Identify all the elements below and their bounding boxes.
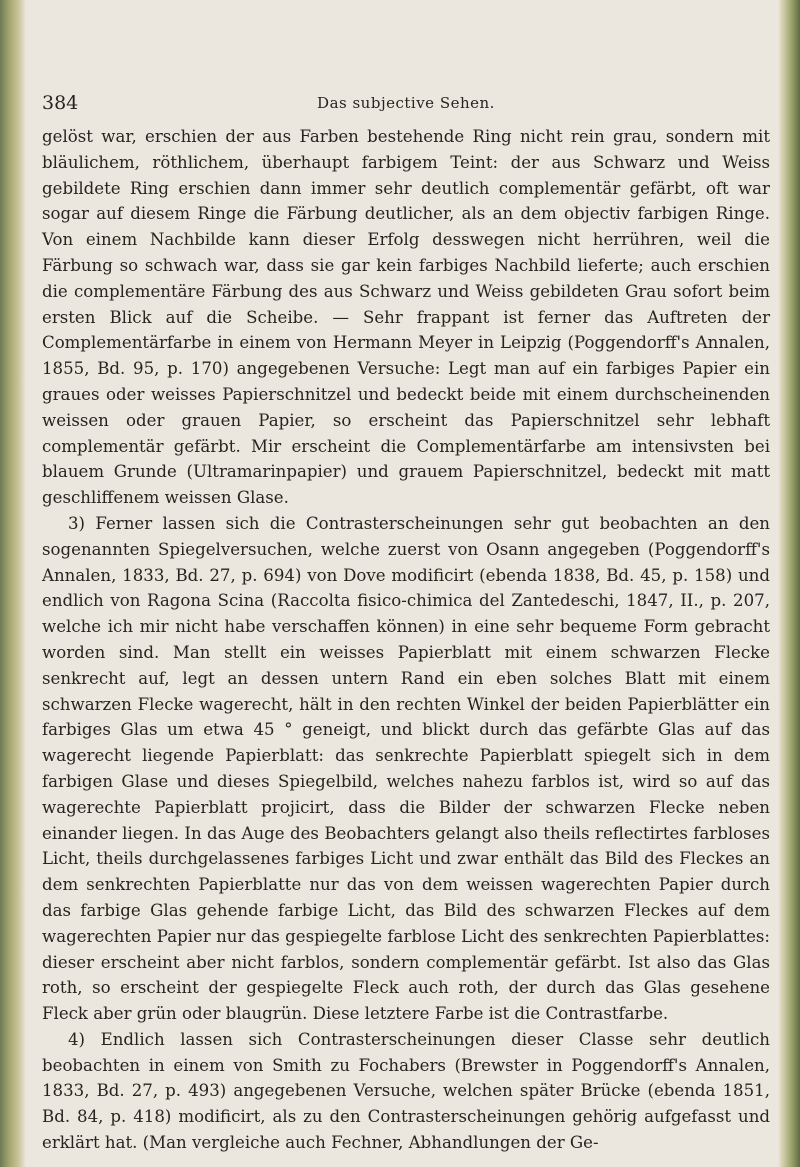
paragraph-continued: gelöst war, erschien der aus Farben bestehende Ring nicht rein grau, sondern mit bläulichem, röthlichem, überhaupt farbigem Teint: der aus Schwarz und Weiss gebildete Ring erschien dann immer sehr deutlich complementär gefärbt, oft war sogar auf diesem Ringe die Färbung deutlicher, als an dem objectiv farbigen Ringe. Von einem Nachbilde kann dieser Erfolg desswegen nicht herrühren, weil die Färbung so schwach war, dass sie gar kein farbiges Nachbild lieferte; auch erschien die complementäre Färbung des aus Schwarz und Weiss gebildeten Grau sofort beim ersten Blick auf die Scheibe. — Sehr frappant ist ferner das Auftreten der Complementärfarbe in einem von Hermann Meyer in Leipzig (Poggendorff's Annalen, 1855, Bd. 95, p. 170) angegebenen Versuche: Legt man auf ein farbiges Papier ein graues oder weisses Papierschnitzel und bedeckt beide mit einem durchscheinenden weissen oder grauen Papier, so erscheint das Papierschnitzel sehr lebhaft complementär gefärbt. Mir erscheint die Complementärfarbe am intensivsten bei blauem Grunde (Ultramarinpapier) und grauem Papierschnitzel, bedeckt mit matt geschliffenem weissen Glase. xyxy=(42,127,770,508)
book-page xyxy=(42,92,770,1152)
page-edge-shadow xyxy=(778,0,800,1167)
page-header xyxy=(42,92,770,118)
page-number: 384 xyxy=(42,92,79,114)
running-title: Das subjective Sehen. xyxy=(317,94,495,112)
body-text xyxy=(42,124,770,1156)
paragraph-3: 3) Ferner lassen sich die Contrasterscheinungen sehr gut beobachten an den sogenannten Spiegelversuchen, welche zuerst von Osann angegeben (Poggendorff's Annalen, 1833, Bd. 27, p. 694) von Dove modificirt (ebenda 1838, Bd. 45, p. 158) und endlich von Ragona Scina (Raccolta fisico-chimica del Zantedeschi, 1847, II., p. 207, welche ich mir nicht habe verschaffen können) in eine sehr bequeme Form gebracht worden sind. Man stellt ein weisses Papierblatt mit einem schwarzen Flecke senkrecht auf, legt an dessen untern Rand ein eben solches Blatt mit einem schwarzen Flecke wagerecht, hält in den rechten Winkel der beiden Papierblätter ein farbiges Glas um etwa 45 ° geneigt, und blickt durch das gefärbte Glas auf das wagerecht liegende Papierblatt: das senkrechte Papierblatt spiegelt sich in dem farbigen Glase und dieses Spiegelbild, welches nahezu farblos ist, wird so auf das wagerechte Papierblatt projicirt, dass die Bilder der schwarzen Flecke neben einander liegen. In das Auge des Beobachters gelangt also theils reflectirtes farbloses Licht, theils durchgelassenes farbiges Licht und zwar enthält das Bild des Fleckes an dem senkrechten Papierblatte nur das von dem weissen wagerechten Papier durch das farbige Glas gehende farbige Licht, das Bild des schwarzen Fleckes auf dem wagerechten Papier nur das gespiegelte farblose Licht des senkrechten Papierblattes: dieser erscheint aber nicht farblos, sondern complementär gefärbt. Ist also das Glas roth, so erscheint der gespiegelte Fleck auch roth, der durch das Glas gesehene Fleck aber grün oder blaugrün. Diese letztere Farbe ist die Contrastfarbe. xyxy=(42,513,770,1024)
paragraph-4: 4) Endlich lassen sich Contrasterscheinungen dieser Classe sehr deutlich beobachten in einem von Smith zu Fochabers (Brewster in Poggendorff's Annalen, 1833, Bd. 27, p. 493) angegebenen Versuche, welchen später Brücke (ebenda 1851, Bd. 84, p. 418) modificirt, als zu den Contrasterscheinungen gehörig aufgefasst und erklärt hat. (Man vergleiche auch Fechner, Abhandlungen der Ge- xyxy=(42,1029,770,1153)
book-spine-shadow xyxy=(0,0,26,1167)
